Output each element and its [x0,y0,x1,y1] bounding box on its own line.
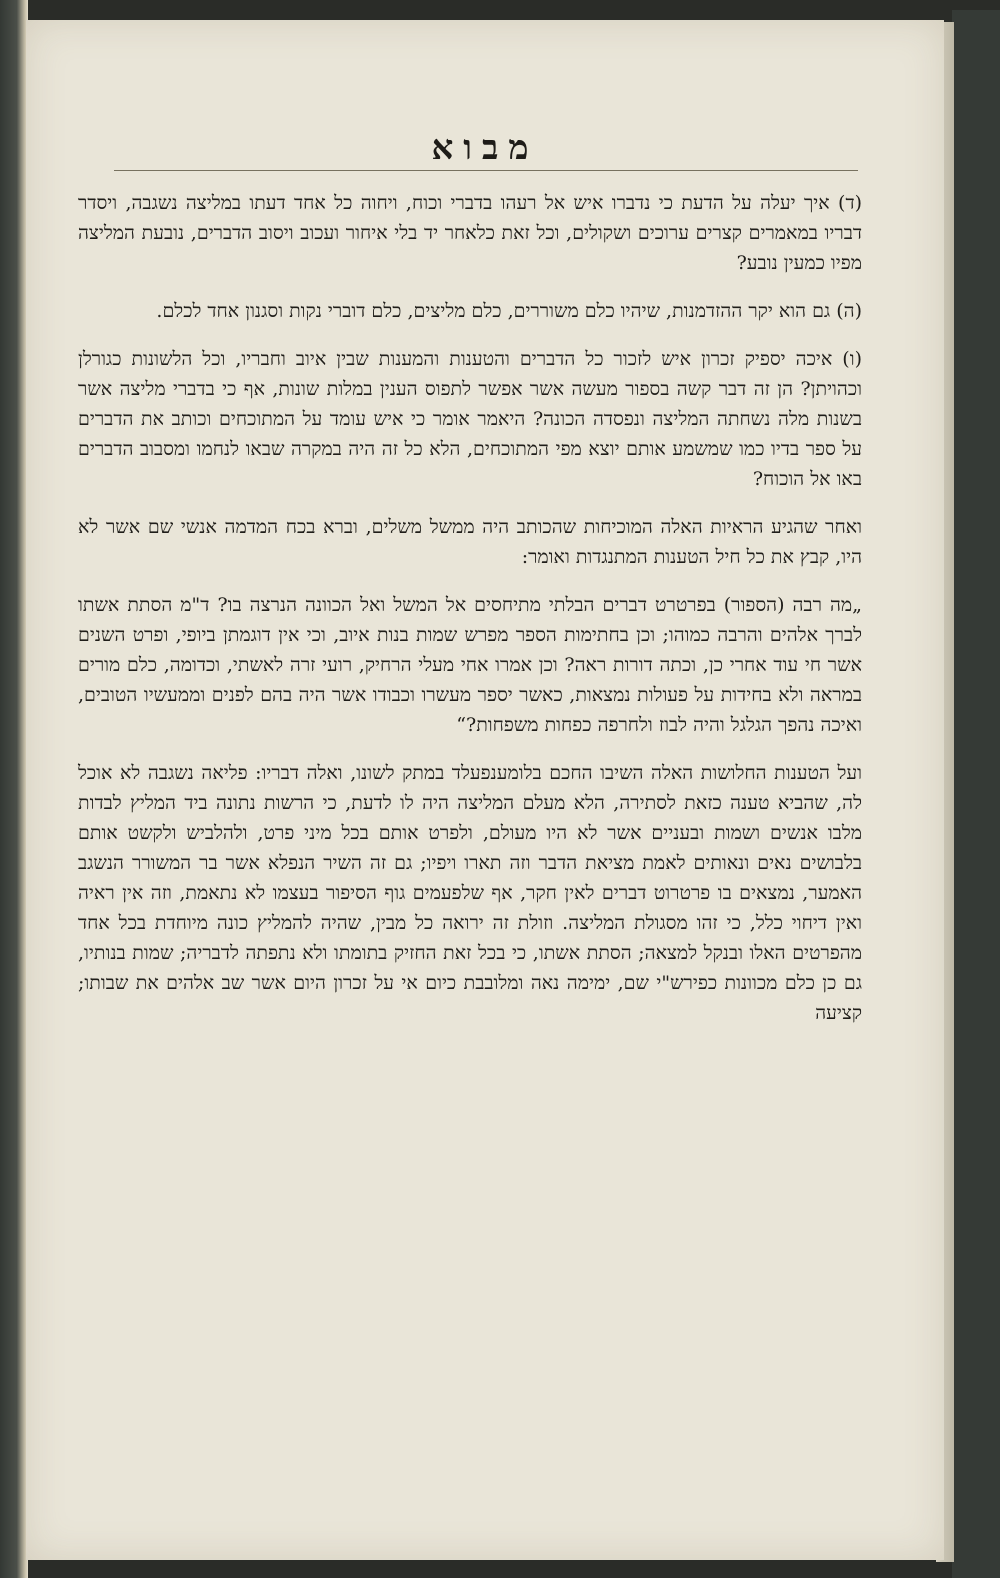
right-cover-board [952,10,1000,1578]
left-cover-board [0,0,28,1578]
head-rule [114,170,858,171]
body-text [78,188,862,1042]
paragraph-h: (ה) גם הוא יקר ההזדמנות, שיהיו כלם משוררים, כלם מליצים, כלם דוברי נקות וסגנון אחד לכלם. [156,300,862,322]
running-head: מבוא [431,128,539,168]
paragraph-v: (ו) איכה יספיק זכרון איש לזכור כל הדברים והטענות והמענות שבין איוב וחבריו, וכל הלשונות כגורלן וכהויתן? הן זה דבר קשה בספור מעשה אשר אפשר לתפוס הענין במלות שונות, אף כי בדברי מליצה אשר בשנות מלה נשחתה המליצה ונפסדה הכונה? היאמר אומר כי איש עומד על המתוכחים וכותב את הדברים על ספר בדיו כמו שמשמע אותם יוצא מפי המתוכחים, הלא כל זה היה במקרה שבאו לנחמו ומסבוב הדברים באו אל הוכוח? [78,348,862,490]
paragraph-quoted-objection: „מה רבה (הספור) בפרטרט דברים הבלתי מתיחסים אל המשל ואל הכוונה הנרצה בו? ד"מ הסתת אשתו לברך אלהים והרבה כמוהו; וכן בחתימות הספר מפרש שמות בנות איוב, וכי אין דוגמתן ביופי, ופרט השנים אשר חי עוד אחרי כן, וכתה דורות ראה? וכן אמרו אחי מעלי הרחיק, רועי זרה לאשתי, וכדומה, כלם מורים במראה ולא בחידות על פעולות נמצאות, כאשר יספר מעשרו וכבודו אשר היה בהם לפנים וממעשיו הטובים, ואיכה נהפך הגלגל והיה לבוז ולחרפה כפחות משפחות?“ [78,594,862,736]
paragraph-d: (ד) איך יעלה על הדעת כי נדברו איש אל רעהו בדברי וכוח, ויחוה כל אחד דעתו במליצה נשגבה, ויסדר דבריו במאמרים קצרים ערוכים ושקולים, וכל זאת כלאחר יד בלי איחור ועכוב ויסוב הדברים, נובעת המליצה מפיו כמעין נובע? [78,192,862,274]
paragraph-reply: ועל הטענות החלושות האלה השיבו החכם בלומענפעלד במתק לשונו, ואלה דבריו: פליאה נשגבה לא אוכל לה, שהביא טענה כזאת לסתירה, הלא מעלם המליצה היה לו לדעת, כי הרשות נתונה ביד המליץ לבדות מלבו אנשים ושמות ובעניים אשר לא היו מעולם, ולפרט אותם בכל מיני פרט, ולהלביש ולקשט אותם בלבושים נאים ונאותים לאמת מציאת הדבר וזה תארו ויפיו; גם זה השיר הנפלא אשר בר המשורר הנשגב האמער, נמצאים בו פרטרוט דברים לאין חקר, אף שלפעמים גוף הסיפור בעצמו לא נתאמת, וזה אין ראיה ואין דיחוי כלל, כי זהו מסגולת המליצה. וזולת זה ירואה כל מבין, שהיה להמליץ כונה מיוחדת בכל אחד מהפרטים האלו ובנקל למצאה; הסתת אשתו, כי בכל זאת החזיק בתומתו ולא נתפתה לדבריה; שמות בנותיו, גם כן כלם מכוונות כפירש"י שם, ימימה נאה ומלובבת כיום אי על זכרון היום אשר שב אלהים את שבותו; קציעה [78,762,862,1024]
book-page [26,20,944,1560]
paragraph-intro-objections: ואחר שהגיע הראיות האלה המוכיחות שהכותב היה ממשל משלים, וברא בכח המדמה אנשי שם אשר לא היו, קבץ את כל חיל הטענות המתנגדות ואומר: [78,516,862,568]
